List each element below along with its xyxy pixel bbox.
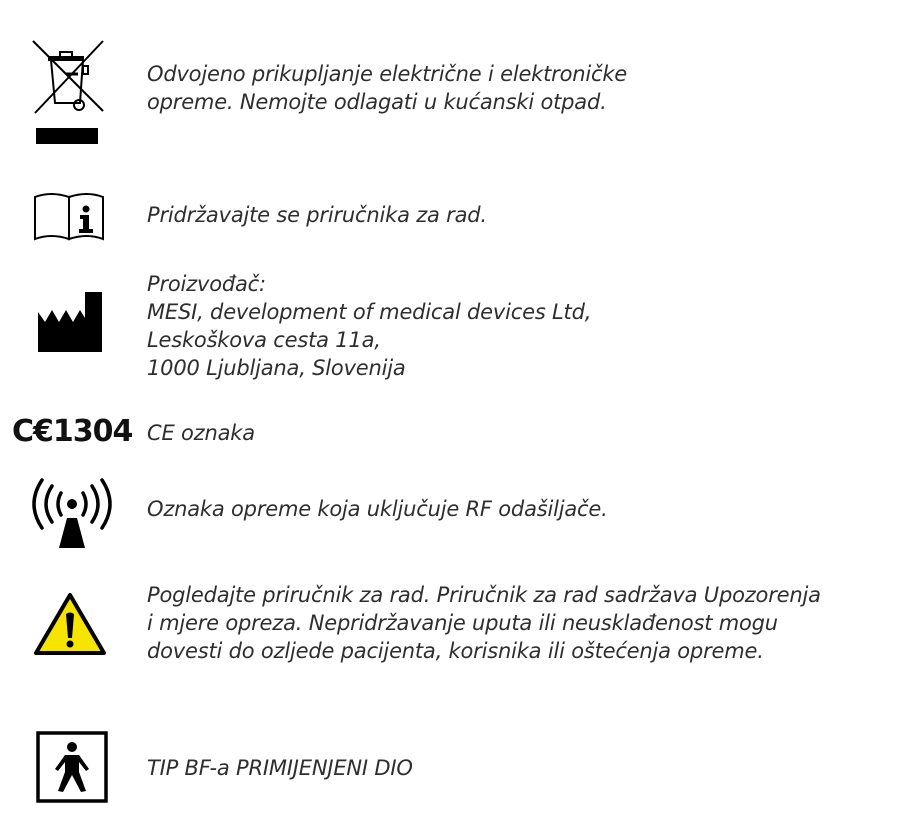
- type-bf-applied-part-icon: [36, 731, 108, 803]
- non-ionizing-radiation-icon: [30, 476, 114, 548]
- consult-instructions-icon: [33, 191, 105, 243]
- warning-description: Pogledajte priručnik za rad. Priručnik za rad sadržava Upozorenja i mjere opreza. Nepridržavanje uputa ili neusklađenost mogu dovesti do ozljede pacijenta, korisnika ili oštećenja opreme.: [147, 583, 821, 663]
- ce-mark-icon: C€1304: [12, 414, 133, 449]
- rf-description: Oznaka opreme koja uključuje RF odašiljače.: [147, 497, 608, 521]
- ce-description: CE oznaka: [147, 421, 255, 445]
- manual-description: Pridržavajte se priručnika za rad.: [147, 203, 487, 227]
- weee-description: Odvojeno prikupljanje električne i elektroničke opreme. Nemojte odlagati u kućanski otpad.: [147, 62, 628, 114]
- crossed-out-bin-icon: [30, 38, 106, 146]
- manufacturer-factory-icon: [38, 292, 104, 354]
- warning-triangle-icon: [33, 592, 107, 656]
- manufacturer-description: Proizvođač: MESI, development of medical devices Ltd, Leskoškova cesta 11a, 1000 Ljubljana, Slovenija: [147, 272, 592, 380]
- type-bf-description: TIP BF-a PRIMIJENJENI DIO: [147, 756, 413, 780]
